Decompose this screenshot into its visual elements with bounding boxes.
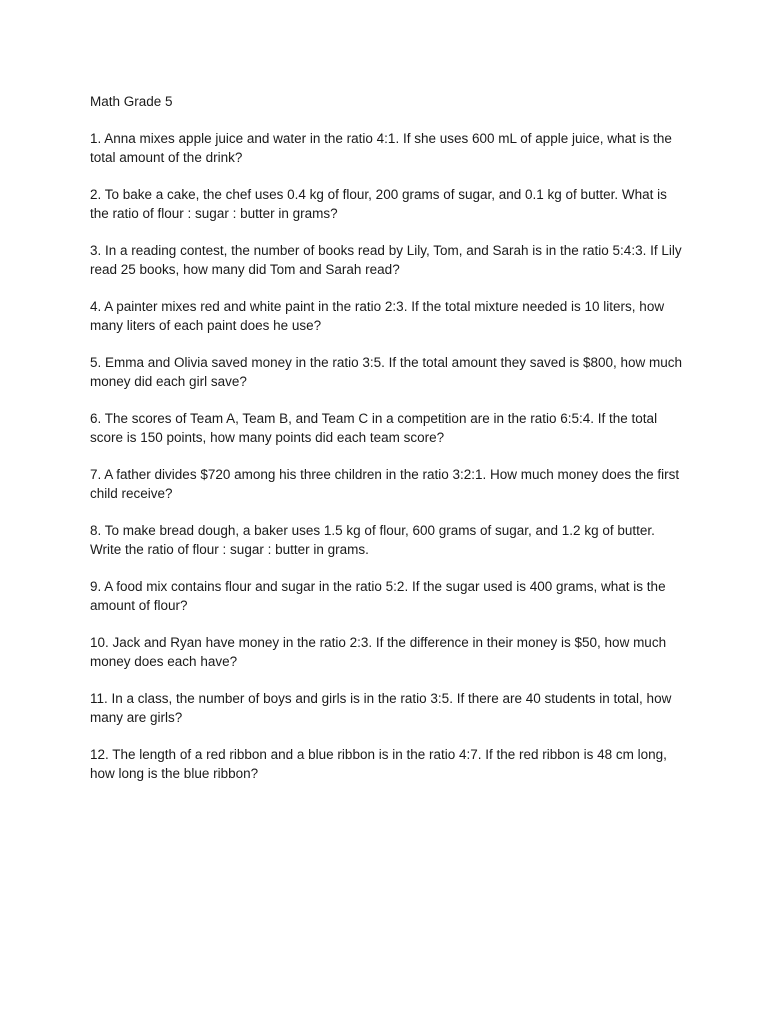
question-item: 10. Jack and Ryan have money in the ratio 2:3. If the difference in their money is $50, how much money does each have? xyxy=(90,635,667,669)
question-item: 8. To make bread dough, a baker uses 1.5 kg of flour, 600 grams of sugar, and 1.2 kg of butter. Write the ratio of flour : sugar : butter in grams. xyxy=(90,523,655,557)
question-item: 2. To bake a cake, the chef uses 0.4 kg of flour, 200 grams of sugar, and 0.1 kg of butter. What is the ratio of flour : sugar : butter in grams? xyxy=(90,187,667,221)
document-title: Math Grade 5 xyxy=(90,94,173,109)
question-item: 12. The length of a red ribbon and a blue ribbon is in the ratio 4:7. If the red ribbon is 48 cm long, how long is the blue ribbon? xyxy=(90,747,667,781)
question-item: 5. Emma and Olivia saved money in the ratio 3:5. If the total amount they saved is $800, how much money did each girl save? xyxy=(90,355,683,389)
question-item: 6. The scores of Team A, Team B, and Team C in a competition are in the ratio 6:5:4. If the total score is 150 points, how many points did each team score? xyxy=(90,411,658,445)
question-item: 11. In a class, the number of boys and girls is in the ratio 3:5. If there are 40 students in total, how many are girls? xyxy=(90,691,672,725)
question-item: 9. A food mix contains flour and sugar in the ratio 5:2. If the sugar used is 400 grams, what is the amount of flour? xyxy=(90,579,666,613)
question-item: 7. A father divides $720 among his three children in the ratio 3:2:1. How much money does the first child receive? xyxy=(90,467,680,501)
question-list xyxy=(90,129,688,783)
question-item: 3. In a reading contest, the number of books read by Lily, Tom, and Sarah is in the ratio 5:4:3. If Lily read 25 books, how many did Tom and Sarah read? xyxy=(90,243,682,277)
question-item: 4. A painter mixes red and white paint in the ratio 2:3. If the total mixture needed is 10 liters, how many liters of each paint does he use? xyxy=(90,299,665,333)
question-item: 1. Anna mixes apple juice and water in the ratio 4:1. If she uses 600 mL of apple juice, what is the total amount of the drink? xyxy=(90,131,672,165)
